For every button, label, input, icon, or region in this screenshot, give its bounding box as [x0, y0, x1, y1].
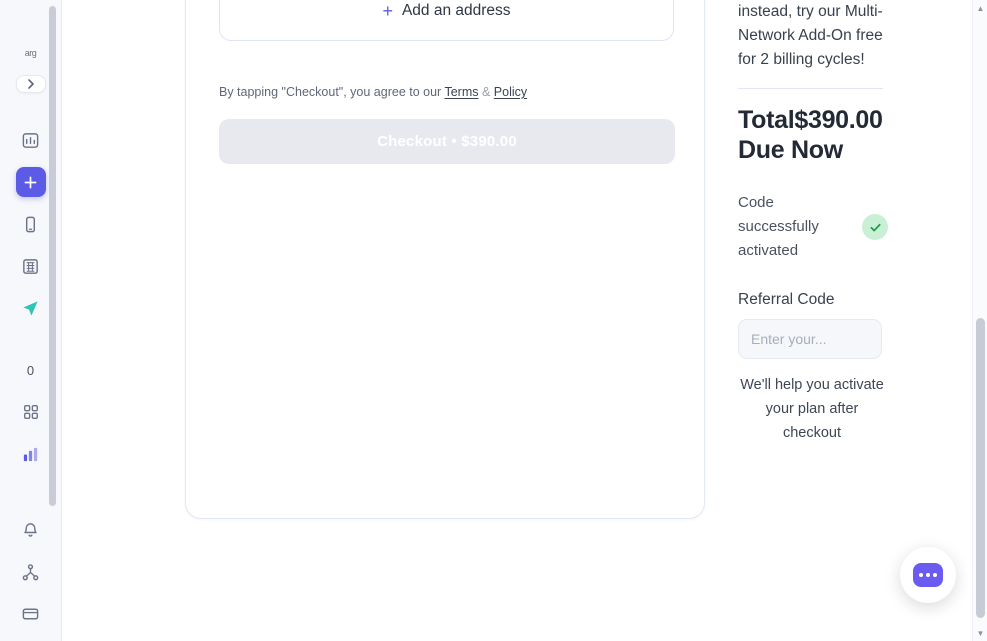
apps-grid-icon	[22, 403, 40, 421]
terms-link[interactable]: Terms	[444, 85, 479, 99]
share-nodes-icon	[21, 563, 40, 582]
scroll-down-arrow[interactable]: ▼	[976, 628, 985, 638]
chat-support-button[interactable]	[900, 547, 956, 603]
chat-dot-3	[933, 573, 937, 577]
sidebar-counter-label: 0	[26, 362, 35, 378]
rail-scrollbar[interactable]	[48, 4, 57, 509]
rail-scrollbar-thumb[interactable]	[49, 6, 56, 506]
terms-prefix: By tapping "Checkout", you agree to our	[219, 85, 445, 99]
check-circle-icon	[862, 214, 888, 240]
add-address-button[interactable]	[220, 2, 673, 20]
reports-icon	[21, 131, 40, 150]
sidebar-item-apps[interactable]	[16, 397, 46, 427]
terms-amp: &	[478, 85, 494, 99]
rail-item-list	[16, 125, 46, 641]
address-box[interactable]	[219, 0, 674, 41]
checkout-button[interactable]: Checkout • $390.00	[219, 119, 675, 164]
archive-icon	[21, 607, 40, 621]
sidebar-item-analytics[interactable]	[16, 439, 46, 469]
summary-divider	[738, 88, 883, 89]
add-icon	[22, 174, 39, 191]
send-icon	[21, 299, 40, 318]
sim-card-icon	[21, 257, 40, 276]
referral-help-text: We'll help you activate your plan after checkout	[740, 377, 884, 441]
policy-link[interactable]: Policy	[493, 85, 528, 99]
app-logo-text: arg	[24, 47, 37, 58]
code-status-text: Code successfully activated	[738, 194, 819, 259]
scroll-up-arrow[interactable]: ▲	[976, 3, 985, 13]
rail-bottom-group	[16, 515, 46, 641]
page-scrollbar[interactable]	[972, 0, 987, 641]
chat-bubble-icon	[913, 563, 943, 587]
notifications-icon	[21, 521, 40, 540]
terms-agreement-text	[219, 85, 679, 99]
sidebar-item-send[interactable]	[16, 293, 46, 323]
sidebar-item-counter[interactable]	[16, 355, 46, 385]
promo-text: instead, try our Multi-Network Add-On free for 2 billing cycles!	[738, 3, 883, 68]
app-logo	[16, 44, 46, 61]
sidebar-item-devices[interactable]	[16, 209, 46, 239]
total-due-text: Total$390.00 Due Now	[738, 106, 883, 164]
plus-icon: +	[382, 1, 393, 21]
chat-dot-2	[926, 573, 930, 577]
sidebar-item-sim-cards[interactable]	[16, 251, 46, 281]
order-summary	[738, 0, 898, 445]
chat-dot-1	[919, 573, 923, 577]
main-content	[62, 0, 987, 641]
sidebar-item-notifications[interactable]	[16, 515, 46, 545]
analytics-icon	[21, 445, 40, 464]
code-status-row	[738, 191, 888, 263]
add-address-label: Add an address	[401, 2, 511, 19]
sidebar-item-integrations[interactable]	[16, 557, 46, 587]
left-nav-rail	[0, 0, 62, 641]
sidebar-item-add[interactable]	[16, 167, 46, 197]
page-scrollbar-thumb[interactable]	[976, 318, 985, 618]
checkout-card	[185, 0, 705, 519]
referral-code-input[interactable]	[738, 319, 882, 359]
expand-sidebar-button[interactable]	[16, 75, 46, 93]
sidebar-item-archive[interactable]	[16, 599, 46, 629]
mobile-icon	[21, 215, 40, 234]
chevron-right-icon	[25, 78, 37, 90]
sidebar-item-reports[interactable]	[16, 125, 46, 155]
referral-code-label: Referral Code	[738, 291, 835, 308]
